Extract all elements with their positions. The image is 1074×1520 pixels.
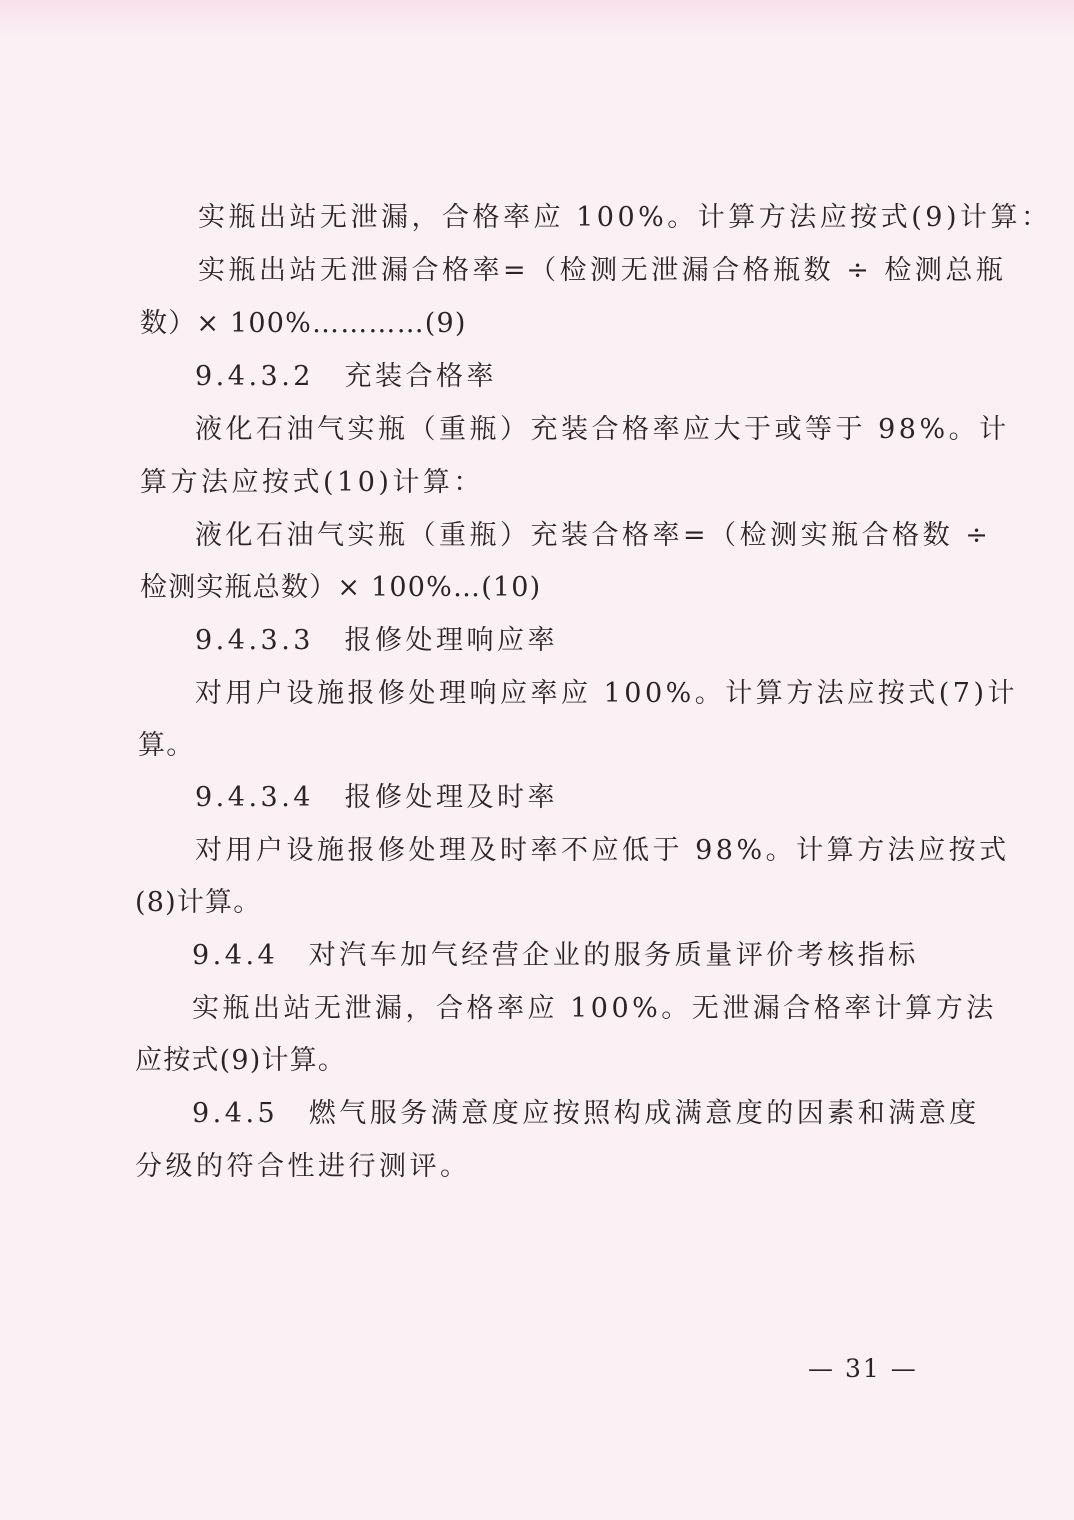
text-line-7: 液化石油气实瓶（重瓶）充装合格率=（检测实瓶合格数 ÷ (195, 520, 992, 551)
text-line-8: 检测实瓶总数）× 100%…(10) (140, 572, 542, 603)
text-line-14: (8)计算。 (135, 887, 262, 918)
text-line-6: 算方法应按式(10)计算： (140, 467, 484, 498)
section-heading-9-4-3-3: 9.4.3.3 报修处理响应率 (195, 625, 558, 656)
text-line-1: 实瓶出站无泄漏，合格率应 100%。计算方法应按式(9)计算： (198, 202, 1052, 233)
text-line-3: 数）× 100%…………(9) (140, 308, 467, 339)
section-heading-9-4-3-4: 9.4.3.4 报修处理及时率 (195, 782, 558, 813)
text-line-2: 实瓶出站无泄漏合格率=（检测无泄漏合格瓶数 ÷ 检测总瓶 (198, 255, 1007, 286)
text-line-16: 实瓶出站无泄漏，合格率应 100%。无泄漏合格率计算方法 (192, 993, 997, 1024)
section-heading-9-4-4: 9.4.4 对汽车加气经营企业的服务质量评价考核指标 (192, 940, 919, 971)
section-heading-9-4-5: 9.4.5 燃气服务满意度应按照构成满意度的因素和满意度 (192, 1098, 980, 1129)
text-line-11: 算。 (138, 730, 195, 761)
text-line-19: 分级的符合性进行测评。 (135, 1151, 471, 1182)
text-line-10: 对用户设施报修处理响应率应 100%。计算方法应按式(7)计 (195, 678, 1019, 709)
text-line-5: 液化石油气实瓶（重瓶）充装合格率应大于或等于 98%。计 (195, 414, 1010, 445)
page-number: — 31 — (808, 1354, 918, 1383)
section-heading-9-4-3-2: 9.4.3.2 充装合格率 (195, 361, 497, 392)
scan-top-band (0, 0, 1074, 40)
text-line-17: 应按式(9)计算。 (135, 1045, 347, 1076)
text-line-13: 对用户设施报修处理及时率不应低于 98%。计算方法应按式 (195, 835, 1010, 866)
